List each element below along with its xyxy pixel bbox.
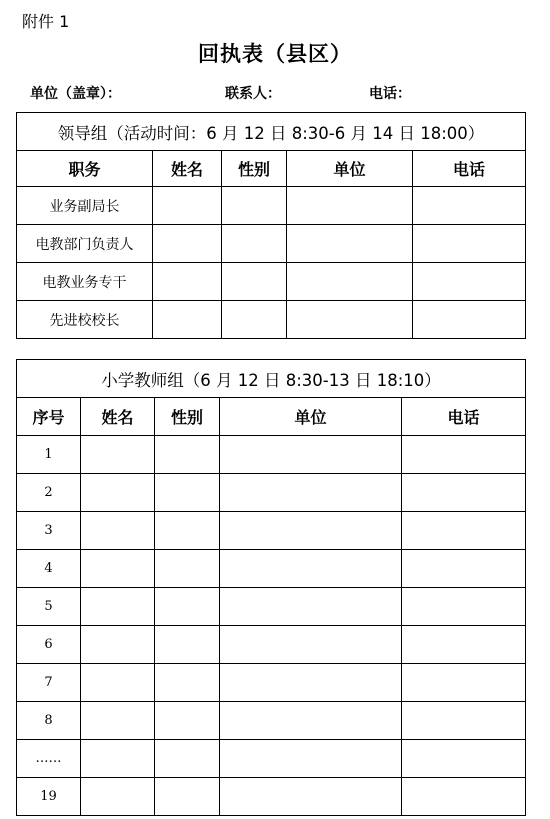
gender-cell[interactable] — [155, 778, 220, 816]
unit-cell[interactable] — [220, 474, 402, 512]
name-cell[interactable] — [81, 436, 155, 474]
gender-cell[interactable] — [222, 263, 287, 301]
table-row — [17, 301, 526, 339]
page-title: 回执表（县区） — [198, 41, 352, 66]
phone-cell[interactable] — [402, 474, 526, 512]
column-header-unit: 单位 — [287, 151, 413, 187]
table-row — [17, 187, 526, 225]
unit-cell[interactable] — [287, 301, 413, 339]
name-cell[interactable] — [153, 225, 222, 263]
table-row — [17, 778, 526, 816]
table-row — [17, 626, 526, 664]
gender-cell[interactable] — [155, 626, 220, 664]
gender-cell[interactable] — [155, 740, 220, 778]
gender-cell[interactable] — [155, 512, 220, 550]
gender-cell[interactable] — [222, 225, 287, 263]
phone-cell[interactable] — [402, 550, 526, 588]
role-cell: 电教部门负责人 — [17, 225, 153, 263]
leader-group-table — [16, 112, 526, 339]
serial-number-cell: 7 — [17, 664, 81, 702]
unit-cell[interactable] — [220, 512, 402, 550]
name-cell[interactable] — [81, 626, 155, 664]
table-row — [17, 664, 526, 702]
teacher-group-table — [16, 359, 526, 816]
gender-cell[interactable] — [155, 550, 220, 588]
phone-cell[interactable] — [402, 740, 526, 778]
column-header-gender: 性别 — [155, 398, 220, 436]
unit-cell[interactable] — [220, 550, 402, 588]
phone-field-label: 电话： — [369, 86, 411, 102]
leader-group-caption: 领导组（活动时间：6 月 12 日 8:30-6 月 14 日 18:00） — [17, 113, 526, 151]
unit-cell[interactable] — [220, 664, 402, 702]
table-row — [17, 588, 526, 626]
table-row — [17, 512, 526, 550]
unit-cell[interactable] — [287, 225, 413, 263]
table-row — [17, 225, 526, 263]
name-cell[interactable] — [153, 301, 222, 339]
column-header-name: 姓名 — [153, 151, 222, 187]
column-header-position: 职务 — [17, 151, 153, 187]
name-cell[interactable] — [81, 550, 155, 588]
gender-cell[interactable] — [222, 187, 287, 225]
unit-cell[interactable] — [220, 740, 402, 778]
unit-cell[interactable] — [220, 778, 402, 816]
phone-cell[interactable] — [413, 187, 526, 225]
phone-cell[interactable] — [402, 588, 526, 626]
unit-field-label: 单位（盖章）： — [30, 86, 121, 102]
table-row — [17, 474, 526, 512]
gender-cell[interactable] — [155, 436, 220, 474]
name-cell[interactable] — [81, 702, 155, 740]
gender-cell[interactable] — [222, 301, 287, 339]
serial-number-cell: 5 — [17, 588, 81, 626]
table-row — [17, 436, 526, 474]
name-cell[interactable] — [81, 740, 155, 778]
role-cell: 电教业务专干 — [17, 263, 153, 301]
column-header-unit: 单位 — [220, 398, 402, 436]
name-cell[interactable] — [81, 778, 155, 816]
serial-number-cell: 4 — [17, 550, 81, 588]
gender-cell[interactable] — [155, 588, 220, 626]
phone-cell[interactable] — [402, 626, 526, 664]
unit-cell[interactable] — [287, 263, 413, 301]
name-cell[interactable] — [153, 263, 222, 301]
role-cell: 业务副局长 — [17, 187, 153, 225]
column-header-name: 姓名 — [81, 398, 155, 436]
column-header-phone: 电话 — [402, 398, 526, 436]
unit-cell[interactable] — [220, 588, 402, 626]
unit-cell[interactable] — [220, 626, 402, 664]
role-cell: 先进校校长 — [17, 301, 153, 339]
serial-number-cell: 2 — [17, 474, 81, 512]
table-row — [17, 702, 526, 740]
column-header-phone: 电话 — [413, 151, 526, 187]
column-header-gender: 性别 — [222, 151, 287, 187]
unit-cell[interactable] — [220, 436, 402, 474]
attachment-label: 附件 1 — [22, 12, 70, 31]
serial-number-cell: …… — [17, 740, 81, 778]
table-row — [17, 740, 526, 778]
table-row — [17, 550, 526, 588]
name-cell[interactable] — [81, 588, 155, 626]
unit-cell[interactable] — [220, 702, 402, 740]
phone-cell[interactable] — [402, 436, 526, 474]
name-cell[interactable] — [81, 512, 155, 550]
serial-number-cell: 3 — [17, 512, 81, 550]
gender-cell[interactable] — [155, 702, 220, 740]
phone-cell[interactable] — [402, 664, 526, 702]
phone-cell[interactable] — [402, 778, 526, 816]
serial-number-cell: 8 — [17, 702, 81, 740]
phone-cell[interactable] — [413, 225, 526, 263]
phone-cell[interactable] — [402, 512, 526, 550]
name-cell[interactable] — [153, 187, 222, 225]
phone-cell[interactable] — [402, 702, 526, 740]
contact-field-label: 联系人： — [225, 86, 281, 102]
name-cell[interactable] — [81, 474, 155, 512]
teacher-group-caption: 小学教师组（6 月 12 日 8:30-13 日 18:10） — [17, 360, 526, 398]
serial-number-cell: 6 — [17, 626, 81, 664]
table-row — [17, 263, 526, 301]
name-cell[interactable] — [81, 664, 155, 702]
gender-cell[interactable] — [155, 664, 220, 702]
phone-cell[interactable] — [413, 263, 526, 301]
unit-cell[interactable] — [287, 187, 413, 225]
serial-number-cell: 1 — [17, 436, 81, 474]
gender-cell[interactable] — [155, 474, 220, 512]
serial-number-cell: 19 — [17, 778, 81, 816]
phone-cell[interactable] — [413, 301, 526, 339]
column-header-serial: 序号 — [17, 398, 81, 436]
